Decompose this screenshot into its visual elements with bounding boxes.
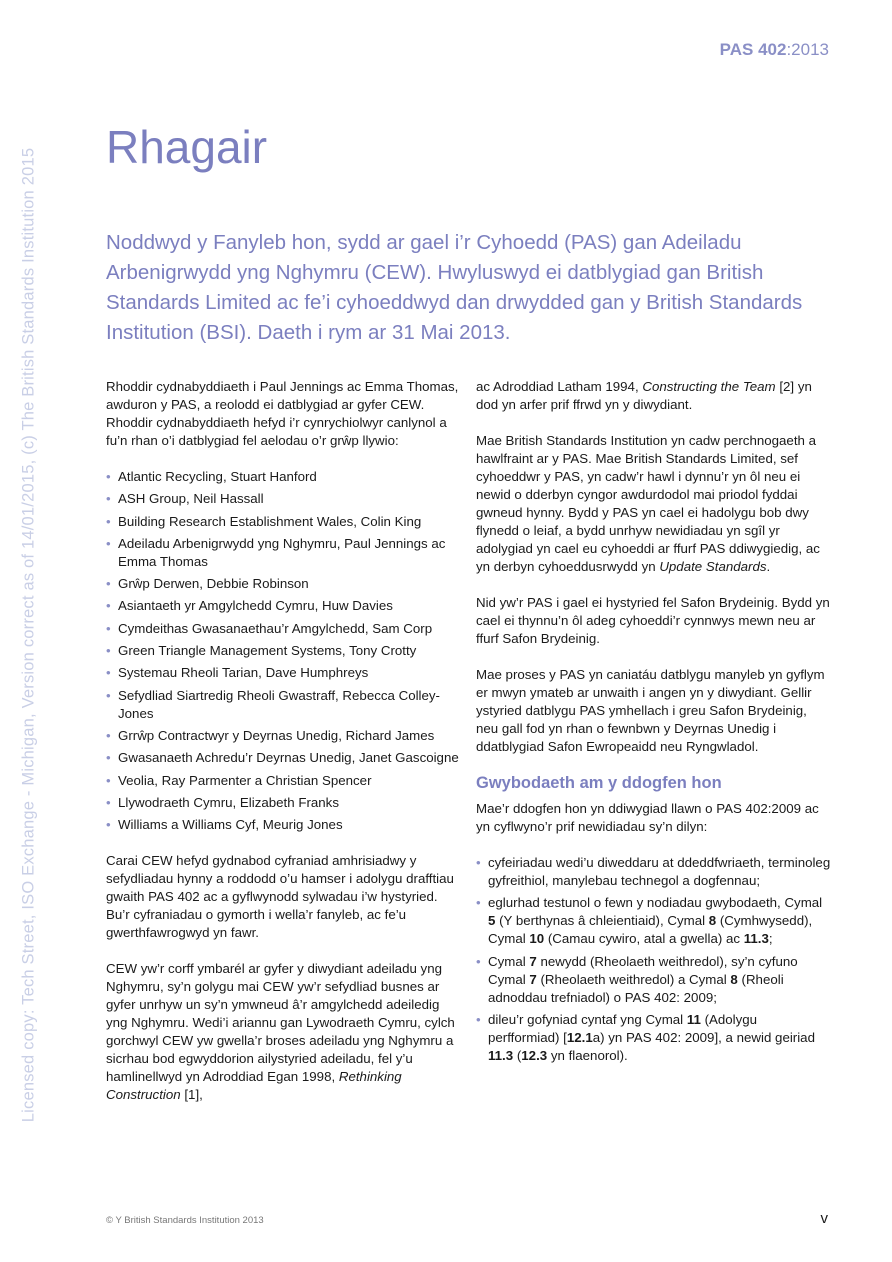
list-item [476, 854, 832, 890]
clause-number: 8 [730, 971, 738, 987]
list-item-text: Atlantic Recycling, Stuart Hanford [118, 469, 317, 484]
list-item-text: Veolia, Ray Parmenter a Christian Spencer [118, 772, 372, 788]
list-item [106, 772, 461, 790]
pas-year: :2013 [786, 40, 829, 59]
clause-number: 11 [686, 1011, 701, 1027]
list-item-text: Asiantaeth yr Amgylchedd Cymru, Huw Davies [118, 598, 393, 614]
bullet-icon: • [106, 598, 111, 614]
text-run: (Y berthynas â chleientiaid), Cymal [495, 913, 709, 929]
list-item-text: Systemau Rheoli Tarian, Dave Humphreys [118, 665, 369, 681]
clause-number: 8 [708, 913, 717, 929]
changes-list [476, 854, 832, 1065]
bullet-icon: • [106, 576, 111, 592]
bullet-icon: • [106, 643, 111, 659]
text-run: Cymal [488, 953, 530, 969]
contributors-list [106, 468, 461, 834]
list-item [106, 490, 461, 508]
list-item [106, 468, 461, 486]
clause-number: 7 [529, 971, 537, 987]
text-run: (Cymhwysedd), Cymal [488, 913, 813, 947]
watermark-text: Licensed copy: Tech Street, ISO Exchange - Michigan, Version correct as of 14/01/2015, (c) The British Standards Institution 2015 [19, 147, 38, 1123]
list-item-text: Grŵp Derwen, Debbie Robinson [118, 576, 309, 592]
list-item [106, 687, 461, 723]
clause-number: 12.1 [566, 1029, 593, 1045]
footer-copyright: © Y British Standards Institution 2013 [106, 1215, 264, 1226]
list-item [106, 513, 461, 531]
text-run: (Rheolaeth weithredol) a Cymal [536, 971, 731, 987]
text-run: ac Adroddiad Latham 1994, [476, 379, 643, 394]
list-item [106, 620, 461, 638]
list-item-text: Sefydliad Siartredig Rheoli Gwastraff, Rebecca Colley-Jones [118, 687, 440, 721]
text-run: dileu’r gofyniad cyntaf yng Cymal [488, 1011, 687, 1027]
list-item-text: ASH Group, Neil Hassall [118, 491, 264, 507]
bullet-icon: • [106, 665, 111, 681]
list-item [106, 727, 461, 745]
list-item [476, 894, 832, 948]
text-run: a) yn PAS 402: 2009], a newid geiriad [592, 1029, 815, 1045]
list-item-text: Cymdeithas Gwasanaethau’r Amgylchedd, Sam Corp [118, 620, 433, 636]
bullet-icon: • [106, 491, 111, 507]
bullet-icon: • [106, 750, 111, 766]
list-item-text: Grrŵp Contractwyr y Deyrnas Unedig, Richard James [118, 727, 435, 743]
bullet-icon: • [106, 727, 111, 743]
latham-paragraph [476, 378, 832, 414]
text-run: Mae British Standards Institution yn cadw perchnogaeth a hawlfraint ar y PAS. Mae British Standards Limited, sef cyhoeddwr y PAS, yn cadw’r hawl i dynnu’r yn ôl neu ei newid o dderbyn cyngor awdurdodol mai priodol fyddai gwneud hynny. Bydd y PAS yn cael ei hadolygu bob dwy flynedd o leiaf, a bydd unrhyw newidiadau yn sgîl yr adolygiad yn cael eu cyhoeddi ar ffurf PAS ddiwygiedig, ac yn derbyn cyhoeddusrwydd yn [476, 433, 820, 574]
text-run: ; [768, 931, 773, 947]
text-run: newydd (Rheolaeth weithredol), sy’n cyfuno Cymal [488, 953, 798, 987]
list-item-text: Williams a Williams Cyf, Meurig Jones [118, 817, 343, 833]
list-item [106, 749, 461, 767]
left-column [106, 378, 461, 1122]
list-item-text: Adeiladu Arbenigrwydd yng Nghymru, Paul Jennings ac Emma Thomas [118, 535, 446, 569]
bullet-icon: • [476, 895, 481, 911]
list-item [106, 642, 461, 660]
text-run: yn flaenorol). [547, 1047, 628, 1063]
text-run: ( [513, 1047, 522, 1063]
clause-number: 12.3 [521, 1047, 548, 1063]
text-run: (Rheoli adnoddau trefniadol) o PAS 402: 2009; [488, 971, 784, 1005]
pas-number: PAS 402 [719, 40, 787, 59]
text-run: eglurhad testunol o fewn y nodiadau gwybodaeth, Cymal [488, 895, 823, 911]
list-item [106, 816, 461, 834]
bullet-icon: • [106, 794, 111, 810]
citation-title: Rethinking Construction [106, 1069, 402, 1103]
revision-paragraph: Mae’r ddogfen hon yn ddiwygiad llawn o PAS 402:2009 ac yn cyflwyno’r prif newidiadau sy’n dilyn: [476, 801, 819, 834]
bullet-icon: • [476, 1011, 481, 1027]
bullet-icon: • [106, 469, 111, 484]
publication-title: Update Standards [659, 559, 767, 574]
status-paragraph: Nid yw’r PAS i gael ei hystyried fel Safon Brydeinig. Bydd yn cael ei thynnu’n ôl adeg cyhoeddi’r cynnwys mewn neu ar ffurf Safon Brydeinig. [476, 595, 830, 646]
clause-number: 7 [529, 953, 537, 969]
text-run: . [766, 559, 771, 574]
bullet-icon: • [106, 620, 111, 636]
text-run: CEW yw’r corff ymbarél ar gyfer y diwydiant adeiladu yng Nghymru, sy’n golygu mai CEW yw’r sefydliad busnes ar gyfer unrhyw un sy’n ymwneud â’r amgylchedd adeiledig yng Nghymru. Wedi’i ariannu gan Lywodraeth Cymru, cylch gorchwyl CEW yw gwella’r broses adeiladu yng Nghymru a sicrhau bod egwyddorion ailystyried adeiladu, fel y’u hamlinellwyd yn Adroddiad Egan 1998, [106, 961, 455, 1085]
page-title: Rhagair [106, 121, 268, 173]
text-run: [1], [180, 1087, 203, 1103]
text-run: [2] yn dod yn arfer prif ffrwd yn y diwydiant. [476, 379, 812, 412]
text-run: (Adolygu perfformiad) [ [488, 1011, 758, 1045]
list-item [106, 597, 461, 615]
list-item-text: Building Research Establishment Wales, Colin King [118, 513, 422, 529]
bullet-icon: • [106, 687, 111, 703]
bullet-icon: • [106, 535, 111, 551]
clause-number: 11.3 [743, 931, 769, 947]
list-item [106, 575, 461, 593]
license-watermark [20, 75, 38, 1195]
list-item [106, 535, 461, 571]
clause-number: 10 [529, 931, 545, 947]
bullet-icon: • [106, 513, 111, 529]
cew-paragraph [106, 960, 461, 1104]
bullet-icon: • [476, 953, 481, 969]
list-item-text: Green Triangle Management Systems, Tony Crotty [118, 643, 417, 659]
citation-title: Constructing the Team [642, 379, 776, 394]
process-paragraph: Mae proses y PAS yn caniatáu datblygu manyleb yn gyflym er mwyn ymateb ar unwaith i angen yn y diwydiant. Gellir ystyried datblygu PAS ymhellach i greu Safon Brydeinig, neu gall fod yn rhan o fewnbwn y Deyrnas Unedig i ddatblygiad Safon Ewropeaidd neu Ryngwladol. [476, 667, 825, 754]
bullet-icon: • [476, 855, 481, 870]
right-column [476, 378, 832, 1083]
page-number: v [820, 1210, 828, 1227]
list-item [476, 953, 832, 1007]
clause-number: 11.3 [488, 1047, 514, 1063]
gratitude-paragraph: Carai CEW hefyd gydnabod cyfraniad amhrisiadwy y sefydliadau hynny a roddodd o’u hamser i adolygu drafftiau gwaith PAS 402 ac a gyflwynodd sylwadau i’w hystyried. Bu’r cyfraniadau o gymorth i wella’r fanyleb, ac fe’u gwerthfawrogwyd yn fawr. [106, 853, 454, 941]
document-code [720, 40, 829, 60]
acknowledgement-paragraph: Rhoddir cydnabyddiaeth i Paul Jennings ac Emma Thomas, awduron y PAS, a reolodd ei datblygiad ar gyfer CEW. Rhoddir cydnabyddiaeth hefyd i’r cynrychiolwyr canlynol a fu’n rhan o’i datblygiad fel aelodau o’r grŵp llywio: [106, 379, 459, 448]
list-item-text: Gwasanaeth Achredu’r Deyrnas Unedig, Janet Gascoigne [118, 750, 459, 766]
list-item [106, 664, 461, 682]
copyright-paragraph [476, 432, 832, 576]
bullet-icon: • [106, 817, 111, 833]
list-item-text: Llywodraeth Cymru, Elizabeth Franks [118, 794, 339, 810]
list-item [476, 1011, 832, 1065]
list-item [106, 794, 461, 812]
text-run: (Camau cywiro, atal a gwella) ac [544, 931, 744, 947]
intro-paragraph: Noddwyd y Fanyleb hon, sydd ar gael i’r Cyhoedd (PAS) gan Adeiladu Arbenigrwydd yng Nghymru (CEW). Hwyluswyd ei datblygiad gan British Standards Limited ac fe’i cyhoeddwyd dan drwydded gan y British Standards Institution (BSI). Daeth i rym ar 31 Mai 2013. [106, 231, 803, 344]
clause-number: 5 [488, 913, 496, 929]
section-heading: Gwybodaeth am y ddogfen hon [476, 774, 722, 792]
list-item-text: cyfeiriadau wedi’u diweddaru at ddeddfwriaeth, terminoleg gyfreithiol, manylebau technegol a dogfennau; [488, 855, 831, 888]
bullet-icon: • [106, 772, 111, 788]
